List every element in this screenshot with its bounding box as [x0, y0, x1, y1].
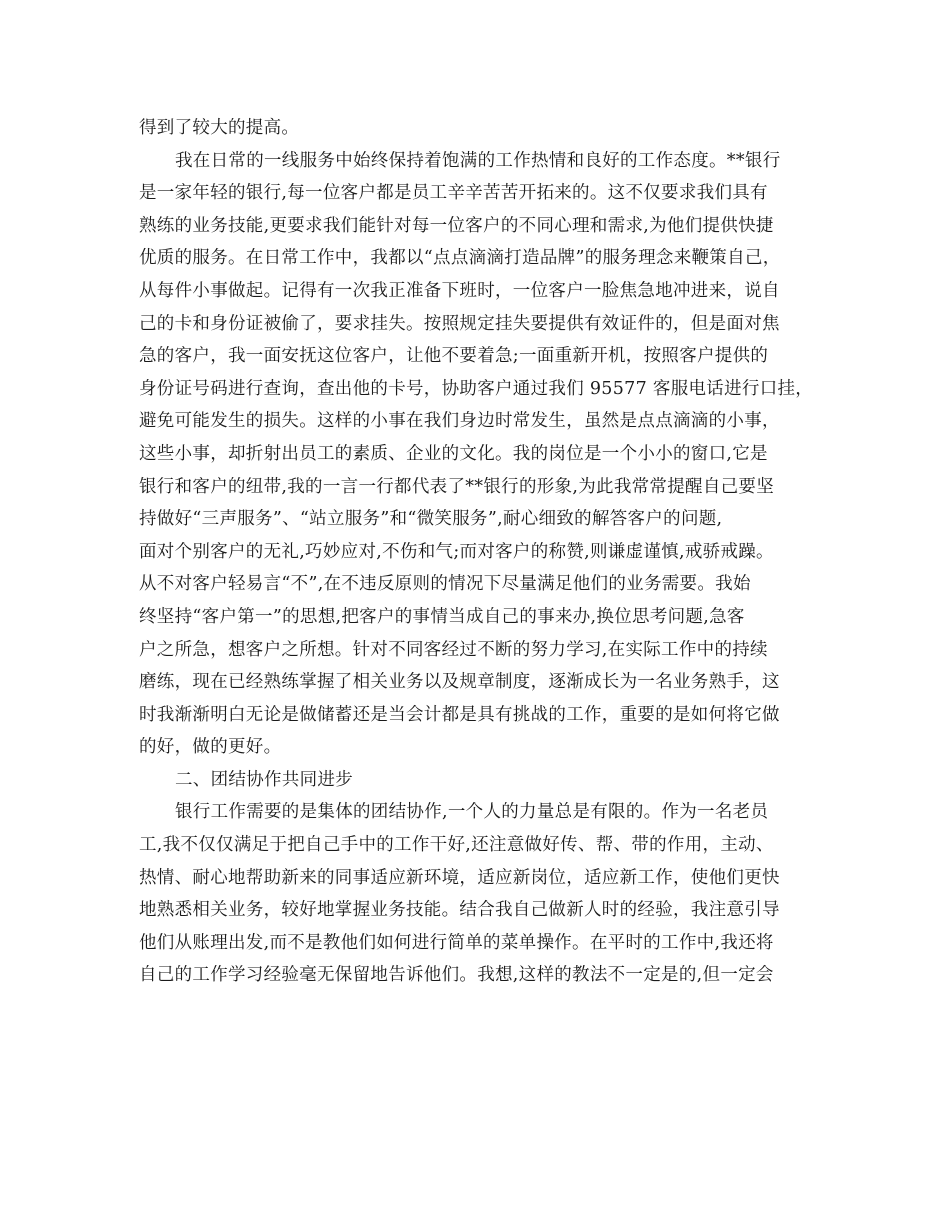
- text-line: 终坚持“客户第一”的思想,把客户的事情当成自己的事来办,换位思考问题,急客: [139, 606, 745, 627]
- text-line: 得到了较大的提高。: [139, 118, 300, 138]
- text-line: 磨练，现在已经熟练掌握了相关业务以及规章制度，逐渐成长为一名业务熟手，这: [139, 672, 780, 693]
- text-line: 我在日常的一线服务中始终保持着饱满的工作热情和良好的工作态度。**银行: [175, 150, 781, 171]
- text-line: 持做好“三声服务”、“站立服务”和“微笑服务”,耐心细致的解答客户的问题,: [139, 509, 723, 530]
- text-line: 热情、耐心地帮助新来的同事适应新环境，适应新岗位，适应新工作，使他们更快: [139, 867, 780, 888]
- text-line: 地熟悉相关业务，较好地掌握业务技能。结合我自己做新人时的经验，我注意引导: [139, 900, 780, 921]
- text-line: 银行工作需要的是集体的团结协作,一个人的力量总是有限的。作为一名老员: [175, 802, 769, 823]
- text-line: 自己的工作学习经验毫无保留地告诉他们。我想,这样的教法不一定是的,但一定会: [139, 965, 774, 986]
- text-line: 己的卡和身份证被偷了，要求挂失。按照规定挂失要提供有效证件的，但是面对焦: [139, 313, 780, 334]
- text-line: 银行和客户的纽带,我的一言一行都代表了**银行的形象,为此我常常提醒自己要坚: [139, 476, 775, 497]
- text-line: 优质的服务。在日常工作中，我都以“点点滴滴打造品牌”的服务理念来鞭策自己，: [139, 248, 781, 269]
- text-line: 熟练的业务技能,更要求我们能针对每一位客户的不同心理和需求,为他们提供快捷: [139, 215, 774, 236]
- text-line: 面对个别客户的无礼,巧妙应对,不伤和气;而对客户的称赞,则谦虚谨慎,戒骄戒躁。: [139, 541, 774, 562]
- text-line: 工,我不仅仅满足于把自己手中的工作干好,还注意做好传、帮、带的作用，主动、: [139, 835, 774, 856]
- text-line: 急的客户，我一面安抚这位客户，让他不要着急;一面重新开机，按照客户提供的: [139, 346, 769, 367]
- text-line: 的好，做的更好。: [139, 737, 282, 758]
- text-line: 户之所急，想客户之所想。针对不同客经过不断的努力学习,在实际工作中的持续: [139, 639, 768, 660]
- text-line: 身份证号码进行查询，查出他的卡号，协助客户通过我们 95577 客服电话进行口挂，: [139, 378, 814, 399]
- text-line: 时我渐渐明白无论是做储蓄还是当会计都是具有挑战的工作，重要的是如何将它做: [139, 704, 780, 725]
- text-line: 二、团结协作共同进步: [175, 769, 353, 790]
- document-body: [139, 112, 823, 992]
- text-line: 是一家年轻的银行,每一位客户都是员工辛辛苦苦开拓来的。这不仅要求我们具有: [139, 183, 768, 204]
- text-line: 从不对客户轻易言“不”,在不违反原则的情况下尽量满足他们的业务需要。我始: [139, 574, 751, 595]
- text-line: 他们从账理出发,而不是教他们如何进行简单的菜单操作。在平时的工作中,我还将: [139, 932, 774, 953]
- text-line: 这些小事，却折射出员工的素质、企业的文化。我的岗位是一个小小的窗口,它是: [139, 443, 768, 464]
- text-line: 从每件小事做起。记得有一次我正准备下班时，一位客户一脸焦急地冲进来，说自: [139, 280, 780, 301]
- text-line: 避免可能发生的损失。这样的小事在我们身边时常发生，虽然是点点滴滴的小事，: [139, 411, 780, 432]
